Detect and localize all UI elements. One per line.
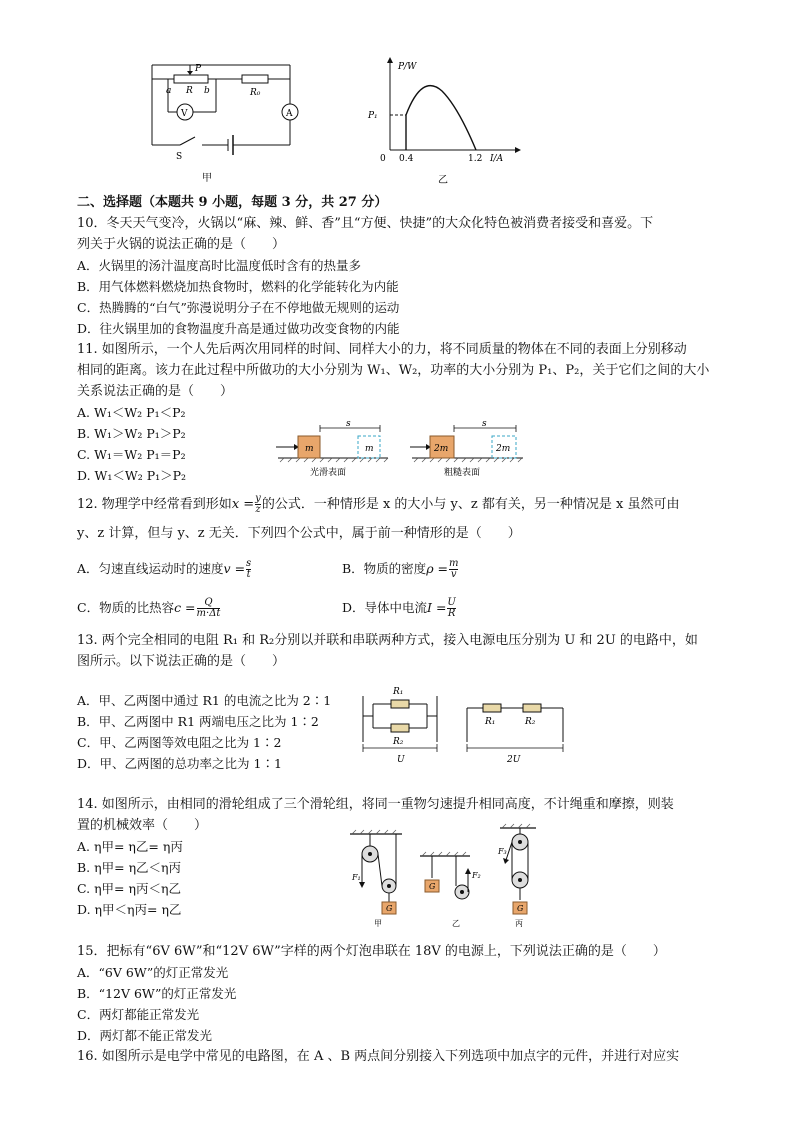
q12-option-c-num: Q: [204, 597, 213, 608]
q10-stem-line1: 10．冬天天气变冷，火锅以“麻、辣、鲜、香”且“方便、快捷”的大众化特色被消费者接受和喜爱。下: [77, 216, 654, 231]
pulley-jia-caption: 甲: [374, 919, 382, 928]
circuit-jia-figure: [140, 55, 300, 185]
q12-formula-num: y: [255, 493, 261, 504]
q10-option-c: C．热腾腾的“白气”弥漫说明分子在不停地做无规则的运动: [77, 300, 400, 315]
graph-tick-x2: 1.2: [468, 154, 483, 164]
q12-option-c: [77, 595, 221, 621]
q14-pulley-figure: [340, 820, 540, 932]
q12-stem-line2: y、z 计算，但与 y、z 无关．下列四个公式中，属于前一种情形的是（ ）: [77, 526, 521, 541]
pulley-f2-label: F₂: [472, 871, 481, 880]
label-a: a: [166, 86, 172, 96]
pulley-f1-label: F₁: [352, 873, 361, 882]
label-R: R: [186, 86, 193, 96]
q12-option-b-fraction: [449, 559, 458, 580]
pulley-bing-caption: 丙: [515, 919, 523, 928]
block-2m-target-label: 2m: [496, 444, 511, 454]
q13-option-a: A．甲、乙两图中通过 R1 的电流之比为 2∶1: [77, 693, 332, 708]
q12-option-d: [342, 595, 457, 621]
q12-option-c-den: m·Δt: [196, 608, 221, 619]
q12-option-c-fraction: [197, 598, 221, 619]
q10-option-a: A．火锅里的汤汁温度高时比温度低时含有的热量多: [77, 258, 362, 273]
label-V: V: [181, 109, 188, 119]
q10-option-b: B．用气体燃料燃烧加热食物时，燃料的化学能转化为内能: [77, 279, 399, 294]
power-current-graph: [360, 55, 530, 190]
q11-option-b: B. W₁＞W₂ P₁＞P₂: [77, 426, 186, 441]
graph-x-axis-label: I/A: [490, 154, 504, 164]
fig-jia-caption: 甲: [202, 173, 212, 184]
distance-s-label-2: s: [482, 420, 487, 429]
q12-option-c-lhs: c =: [174, 600, 196, 615]
parallel-r1-label: R₁: [393, 687, 404, 697]
q11-option-a: A. W₁＜W₂ P₁＜P₂: [77, 405, 186, 420]
q11-option-d: D. W₁＜W₂ P₁＞P₂: [77, 468, 187, 483]
smooth-surface-label: 光滑表面: [310, 468, 347, 478]
graph-p1-label: P₁: [368, 111, 378, 121]
q14-option-c: C. η甲= η丙＜η乙: [77, 881, 181, 896]
pulley-bing-g-label: G: [517, 904, 524, 913]
q12-option-d-fraction: [447, 598, 455, 619]
q13-option-d: D．甲、乙两图的总功率之比为 1∶1: [77, 756, 282, 771]
pulley-f3-label: F₃: [498, 847, 507, 856]
pulley-yi-g-label: G: [429, 882, 436, 891]
block-m-label: m: [305, 444, 314, 454]
q12-option-c-text: C．物质的比热容: [77, 600, 175, 615]
q12-option-b-lhs: ρ =: [426, 561, 448, 576]
q11-option-c: C. W₁＝W₂ P₁＝P₂: [77, 447, 186, 462]
series-r2-label: R₂: [525, 717, 536, 727]
label-A: A: [286, 109, 293, 119]
q12-formula-lhs: x =: [231, 497, 255, 512]
label-R0: R₀: [250, 88, 261, 98]
parallel-r2-label: R₂: [393, 737, 404, 747]
q14-stem-line2: 置的机械效率（ ）: [77, 818, 208, 833]
q11-stem-line2: 相同的距离。该力在此过程中所做功的大小分别为 W₁、W₂，功率的大小分别为 P₁、P₂，关于它们之间的大小: [77, 363, 710, 378]
q12-formula-den: z: [255, 504, 261, 515]
q13-stem-line2: 图所示。以下说法正确的是（ ）: [77, 654, 286, 669]
q12-stem-line1: [77, 492, 679, 518]
block-2m-label: 2m: [434, 444, 449, 454]
q10-option-d: D．往火锅里加的食物温度升高是通过做功改变食物的内能: [77, 321, 400, 336]
label-P: P: [195, 64, 202, 74]
q15-option-d: D．两灯都不能正常发光: [77, 1028, 213, 1043]
q16-stem-line1: 16. 如图所示是电学中常见的电路图，在 A 、B 两点间分别接入下列选项中加点字的元件，并进行对应实: [77, 1049, 680, 1064]
pulley-jia-g-label: G: [386, 904, 393, 913]
q15-stem: 15．把标有“6V 6W”和“12V 6W”字样的两个灯泡串联在 18V 的电源上，下列说法正确的是（ ）: [77, 944, 666, 959]
block-m-target-label: m: [365, 444, 374, 454]
distance-s-label-1: s: [346, 420, 351, 429]
q12-option-a-num: s: [246, 558, 252, 569]
label-S: S: [176, 152, 183, 162]
q13-resistor-circuits: [355, 678, 570, 766]
q12-option-a-text: A．匀速直线运动时的速度: [77, 561, 224, 576]
q12-stem-prefix: 12. 物理学中经常看到形如: [77, 497, 232, 512]
q14-option-a: A. η甲= η乙= η丙: [77, 839, 183, 854]
q12-option-a-den: t: [246, 569, 251, 580]
q13-option-c: C．甲、乙两图等效电阻之比为 1∶2: [77, 735, 282, 750]
q12-option-a: [77, 556, 252, 582]
section-title: 二、选择题（本题共 9 小题，每题 3 分，共 27 分）: [77, 195, 388, 210]
q12-option-a-fraction: [246, 559, 251, 580]
q12-option-a-lhs: v =: [223, 561, 246, 576]
q15-option-c: C．两灯都能正常发光: [77, 1007, 200, 1022]
q11-force-figure: [268, 420, 528, 480]
q15-option-b: B．“12V 6W”的灯正常发光: [77, 986, 237, 1001]
q12-option-d-lhs: I =: [427, 600, 447, 615]
q15-option-a: A．“6V 6W”的灯正常发光: [77, 965, 229, 980]
q13-stem-line1: 13. 两个完全相同的电阻 R₁ 和 R₂分别以并联和串联两种方式，接入电源电压分别为 U 和 2U 的电路中，如: [77, 633, 698, 648]
q12-stem-suffix: 的公式．一种情形是 x 的大小与 y、z 都有关，另一种情况是 x 虽然可由: [261, 497, 680, 512]
q12-option-d-num: U: [447, 597, 456, 608]
q14-stem-line1: 14. 如图所示，由相同的滑轮组成了三个滑轮组，将同一重物匀速提升相同高度，不计绳重和摩擦，则装: [77, 797, 674, 812]
q14-option-b: B. η甲= η乙＜η丙: [77, 860, 182, 875]
pulley-yi-caption: 乙: [452, 919, 460, 928]
q12-option-b-den: v: [450, 569, 457, 580]
q11-stem-line1: 11. 如图所示，一个人先后两次用同样的时间、同样大小的力，将不同质量的物体在不同的表面上分别移动: [77, 342, 687, 357]
voltage-2u-label: 2U: [507, 755, 521, 765]
graph-origin-label: 0: [380, 154, 386, 164]
graph-tick-x1: 0.4: [399, 154, 414, 164]
q12-option-b: [342, 556, 459, 582]
q12-option-d-den: R: [447, 608, 456, 619]
series-r1-label: R₁: [485, 717, 496, 727]
fig-yi-caption: 乙: [438, 175, 448, 186]
q13-option-b: B．甲、乙两图中 R1 两端电压之比为 1∶2: [77, 714, 319, 729]
q14-option-d: D. η甲＜η丙= η乙: [77, 902, 182, 917]
q12-option-b-num: m: [448, 558, 459, 569]
voltage-u-label: U: [397, 755, 405, 765]
rough-surface-label: 粗糙表面: [444, 468, 481, 478]
q10-stem-line2: 列关于火锅的说法正确的是（ ）: [77, 237, 286, 252]
q12-option-b-text: B．物质的密度: [342, 561, 427, 576]
q11-stem-line3: 关系说法正确的是（ ）: [77, 384, 234, 399]
q12-formula-fraction: [255, 494, 261, 515]
q12-option-d-text: D．导体中电流: [342, 600, 428, 615]
graph-y-axis-label: P/W: [398, 62, 417, 72]
label-b: b: [204, 86, 210, 96]
